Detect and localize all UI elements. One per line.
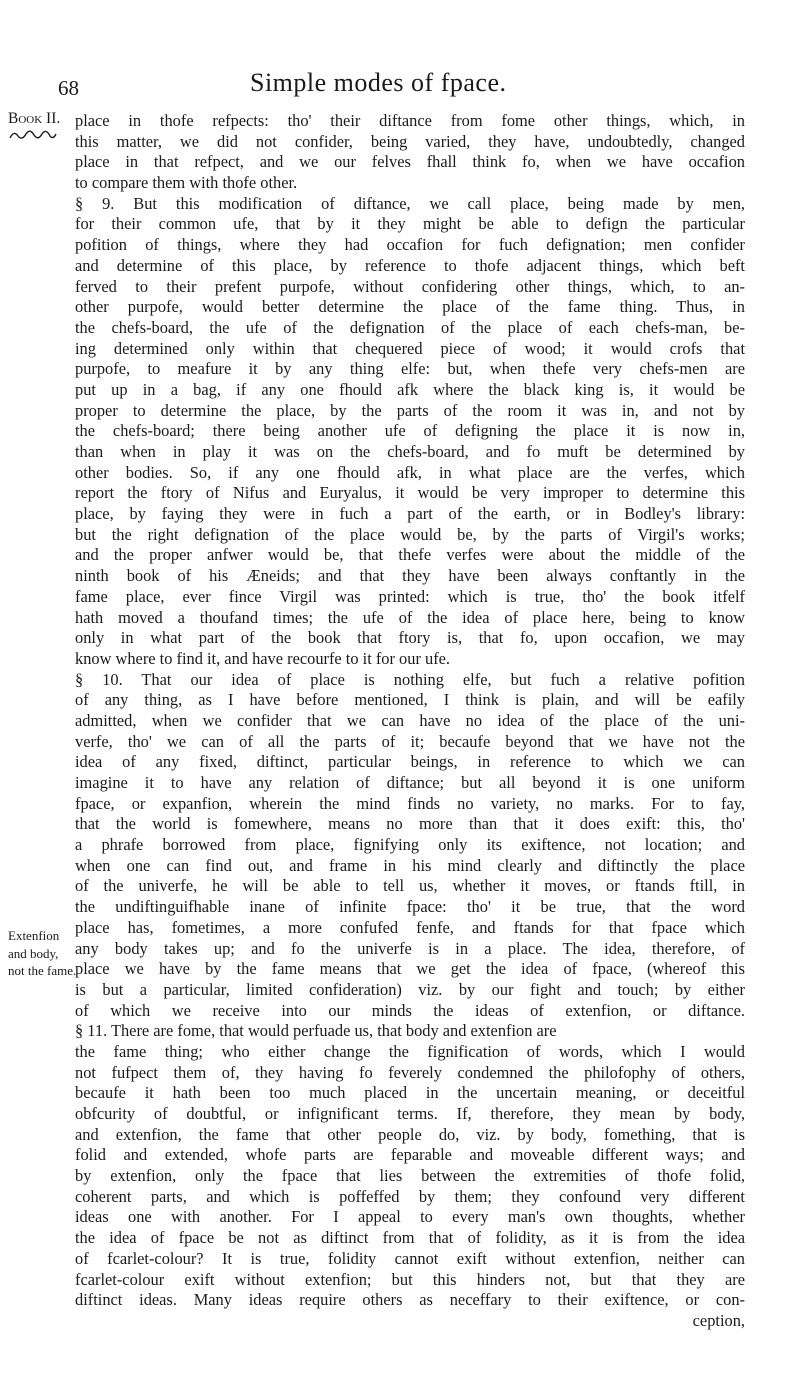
- text-line: hath moved a thoufand times; the ufe of the idea of place here, being to know: [75, 607, 745, 627]
- text-line: imagine it to have any relation of diftance; but all beyond it is one uniform: [75, 773, 745, 792]
- text-line: for their common ufe, that by it they might be able to defign the particular: [75, 214, 745, 234]
- text-line: § 10. That our idea of place is nothing elfe, but fuch a relative pofition: [75, 669, 745, 689]
- text-line: ideas one with another. For I appeal to every man's own thoughts, whether: [75, 1207, 745, 1227]
- text-line: is but a particular, limited confideration) viz. by our fight and touch; by either: [75, 979, 745, 999]
- text-line: the fame thing; who either change the fignification of words, which I would: [75, 1041, 745, 1061]
- page-header: [0, 68, 800, 104]
- text-line: of any thing, as I have before mentioned, I think is plain, and will be eafily: [75, 690, 745, 710]
- text-line: but the right defignation of the place would be, by the parts of Virgil's works;: [75, 524, 745, 544]
- text-line: diftinct ideas. Many ideas require others as neceffary to their exiftence, or con-: [75, 1290, 745, 1310]
- text-line: the chefs-board, the ufe of the defignation of the place of each chefs-man, be-: [75, 317, 745, 337]
- text-line: other bodies. So, if any one fhould afk, in what place are the verfes, which: [75, 462, 745, 482]
- text-line: place in thofe refpects: tho' their diftance from fome other things, which, in: [75, 111, 745, 130]
- text-line: admitted, when we confider that we can have no idea of the place of the uni-: [75, 710, 745, 730]
- text-line: any body takes up; and fo the univerfe is in a place. The idea, therefore, of: [75, 938, 745, 958]
- text-line: to compare them with thofe other.: [75, 173, 298, 193]
- margin-note-line: not the fame.: [8, 963, 77, 978]
- text-line: ferved to their prefent purpofe, without confidering other things, which, to an-: [75, 276, 745, 296]
- text-line: fame place, ever fince Virgil was printed: which is true, tho' the book itfelf: [75, 586, 745, 606]
- text-line: put up in a bag, if any one fhould afk where the black king is, it would be: [75, 379, 745, 399]
- margin-note-line: Extenfion: [8, 928, 60, 943]
- text-line: place has, fometimes, a more confufed fenfe, and ftands for that fpace which: [75, 917, 745, 937]
- text-line: becaufe it hath been too much placed in the uncertain meaning, or deceitful: [75, 1083, 745, 1103]
- book-label: Book II.: [8, 110, 61, 127]
- text-line: when one can find out, and frame in his mind clearly and diftinctly the place: [75, 855, 745, 875]
- text-line: proper to determine the place, by the parts of the room it was in, and not by: [75, 400, 745, 420]
- text-line: report the ftory of Nifus and Euryalus, it would be very improper to determine this: [75, 483, 745, 503]
- text-line: this matter, we did not confider, being varied, they have, undoubtedly, changed: [75, 131, 745, 151]
- text-line: idea of any fixed, diftinct, particular beings, in reference to which we can: [75, 752, 745, 772]
- text-line: fpace, or expanfion, wherein the mind finds no variety, no marks. For to fay,: [75, 793, 745, 813]
- text-line: place, by faying they were in fuch a part of the earth, or in Bodley's library:: [75, 504, 745, 524]
- text-line: purpofe, to meafure it by any thing elfe: but, when thefe very chefs-men are: [75, 359, 745, 379]
- text-line: fcarlet-colour exift without extenfion; but this hinders not, but that they are: [75, 1269, 745, 1289]
- text-line: ninth book of his Æneids; and that they have been always conftantly in the: [75, 566, 745, 586]
- text-line: § 9. But this modification of diftance, we call place, being made by men,: [75, 193, 745, 213]
- text-line: than when in play it was on the chefs-board, and fo muft be determined by: [75, 442, 745, 461]
- page-number: 68: [58, 76, 79, 100]
- text-line: not fufpect them of, they having fo feverely condemned the philofophy of others,: [75, 1062, 745, 1082]
- margin-note-extension: [8, 927, 77, 980]
- ornament-flourish: [8, 128, 58, 142]
- text-line: folid and extended, whofe parts are feparable and moveable different ways; and: [75, 1145, 745, 1165]
- text-line: a phrafe borrowed from place, fignifying only its exiftence, not location; and: [75, 835, 745, 855]
- text-line: of fcarlet-colour? It is true, folidity cannot exift without extenfion, neither can: [75, 1248, 745, 1268]
- text-line: place we have by the fame means that we get the idea of fpace, (whereof this: [75, 959, 745, 979]
- running-title: Simple modes of fpace.: [250, 68, 507, 97]
- text-line: coherent parts, and which is poffeffed by them; they confound very different: [75, 1186, 745, 1206]
- text-line: § 11. There are fome, that would perfuade us, that body and extenfion are: [75, 1021, 557, 1041]
- text-line: of which we receive into our minds the ideas of extenfion, or diftance.: [75, 1000, 745, 1020]
- text-line: pofition of things, where they had occafion for fuch defignation; men confider: [75, 235, 745, 255]
- text-line: and the proper anfwer would be, that thefe verfes were about the middle of the: [75, 545, 745, 565]
- text-line: the undiftinguifhable inane of infinite fpace: tho' it be true, that the word: [75, 897, 745, 917]
- text-line: by extenfion, only the fpace that lies between the extremities of thofe folid,: [75, 1166, 745, 1186]
- text-line: other purpofe, would better determine the place of the fame thing. Thus, in: [75, 297, 745, 317]
- text-line: the chefs-board; there being another ufe of defigning the place it is now in,: [75, 421, 745, 441]
- text-line: place in that refpect, and we our felves fhall think fo, when we have occafion: [75, 152, 745, 172]
- text-line: know where to find it, and have recourfe to it for our ufe.: [75, 648, 451, 668]
- text-line: ing determined only within that chequered piece of wood; it would crofs that: [75, 338, 745, 358]
- text-line: that the world is fomewhere, means no more than that it does exift: this, tho': [75, 814, 745, 834]
- text-line: only in what part of the book that ftory is, that fo, upon occafion, we may: [75, 628, 745, 648]
- text-line: ception,: [692, 1310, 745, 1330]
- text-line: of the univerfe, he will be able to tell us, whether it moves, or ftands ftill, in: [75, 876, 745, 896]
- text-line: and determine of this place, by reference to thofe adjacent things, which beft: [75, 255, 745, 275]
- text-line: and extenfion, the fame that other people do, viz. by body, fomething, that is: [75, 1124, 745, 1144]
- text-line: verfe, tho' we can of all the parts of it; becaufe beyond that we have not the: [75, 731, 745, 751]
- text-line: the idea of fpace be not as diftinct from that of folidity, as it is from the idea: [75, 1228, 745, 1248]
- margin-note-line: and body,: [8, 945, 59, 961]
- body-text: [75, 111, 745, 1332]
- text-line: obfcurity of doubtful, or infignificant terms. If, therefore, they mean by body,: [75, 1104, 745, 1123]
